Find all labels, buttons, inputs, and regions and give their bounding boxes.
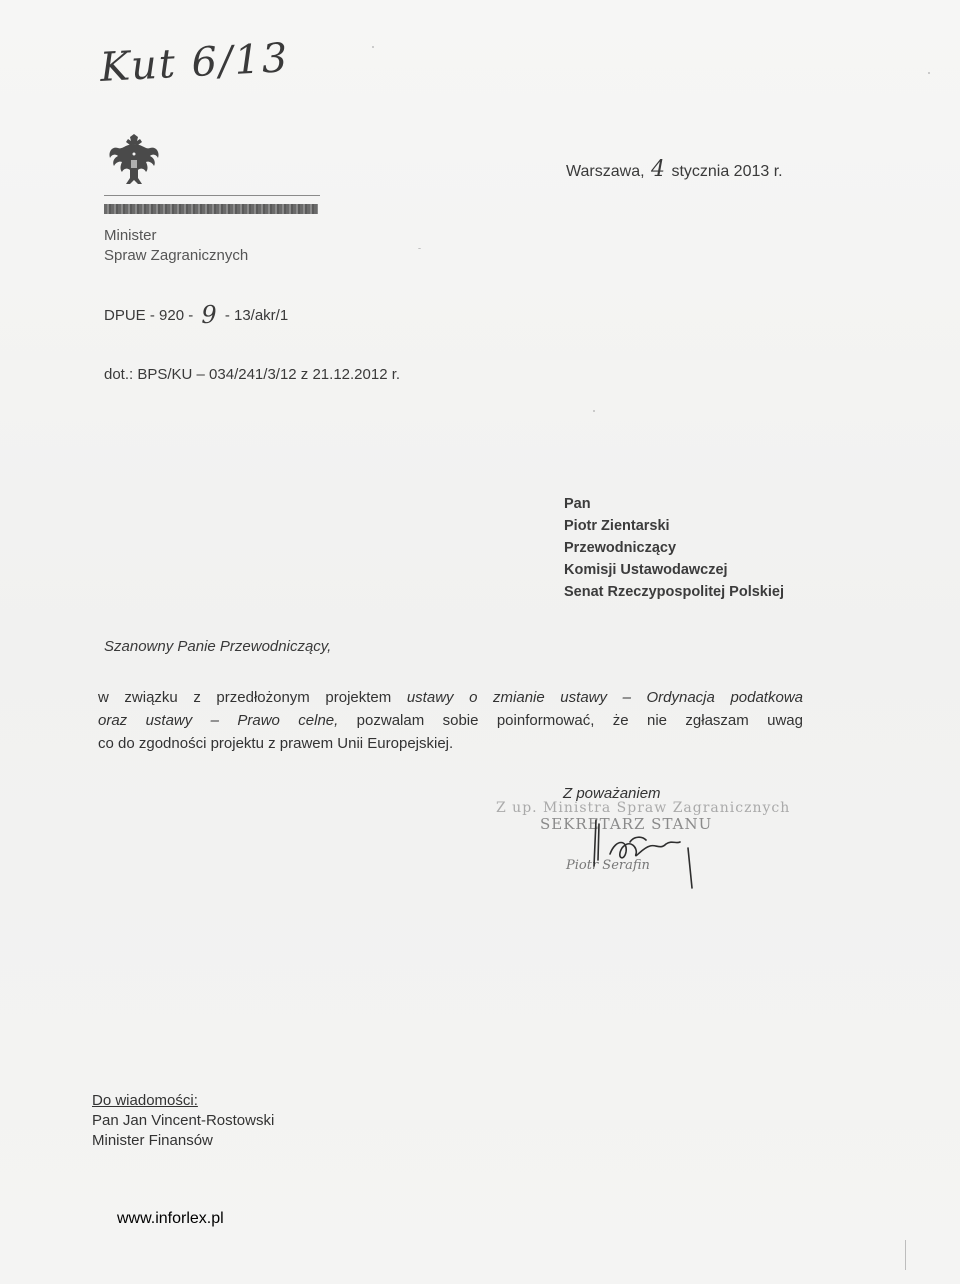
addressee-line4: Komisji Ustawodawczej	[564, 562, 728, 578]
footer-url: www.inforlex.pl	[117, 1210, 224, 1227]
scan-speck	[372, 46, 374, 48]
handwritten-signature	[576, 818, 706, 893]
signature-number-prefix: DPUE - 920 -	[104, 307, 194, 324]
city-date	[566, 157, 783, 182]
cc-line1: Pan Jan Vincent-Rostowski	[92, 1112, 275, 1129]
header-rule	[104, 195, 320, 196]
header-bar	[104, 204, 318, 214]
polish-eagle-icon	[104, 128, 164, 190]
signature-number-suffix: - 13/akr/1	[224, 307, 289, 324]
cc-line2: Minister Finansów	[92, 1132, 213, 1149]
stamp-line1: Z up. Ministra Spraw Zagranicznych	[496, 800, 791, 816]
ministry-title-line2: Spraw Zagranicznych	[104, 247, 249, 264]
ministry-title-line1: Minister	[104, 227, 157, 244]
date-prefix: Warszawa,	[566, 163, 645, 180]
addressee-line5: Senat Rzeczypospolitej Polskiej	[564, 584, 784, 600]
body-line2	[98, 712, 803, 729]
scan-edge-mark	[905, 1240, 906, 1270]
date-suffix: stycznia 2013 r.	[671, 163, 783, 180]
signature-number-handwritten: 9	[201, 301, 217, 329]
body-line2-text: pozwalam sobie poinformować, że nie zgłaszam uwag	[338, 712, 803, 729]
stamp-line2: SEKRETARZ STANU	[540, 815, 713, 833]
body-line1-italic: ustawy o zmianie ustawy – Ordynacja podatkowa	[406, 689, 803, 706]
addressee-line3: Przewodniczący	[564, 540, 677, 556]
handwritten-reference: Kut 6/13	[98, 35, 291, 91]
body-line3: co do zgodności projektu z prawem Unii Europejskiej.	[98, 735, 454, 752]
body-line1-text: w związku z przedłożonym projektem	[98, 689, 407, 706]
body-line1	[98, 689, 803, 706]
document-signature-number	[104, 298, 289, 329]
addressee-line2: Piotr Zientarski	[564, 518, 670, 534]
date-day-handwritten: 4	[650, 157, 665, 182]
body-line2-italic: oraz ustawy – Prawo celne,	[98, 712, 339, 729]
scan-speck	[593, 410, 595, 412]
scan-speck	[418, 248, 421, 249]
salutation: Szanowny Panie Przewodniczący,	[104, 638, 332, 655]
cc-heading: Do wiadomości:	[92, 1092, 198, 1109]
closing: Z poważaniem	[563, 785, 661, 802]
scan-speck	[928, 72, 930, 74]
stamp-name: Piotr Serafin	[566, 858, 650, 873]
reference-line: dot.: BPS/KU – 034/241/3/12 z 21.12.2012 r.	[104, 366, 401, 383]
addressee-line1: Pan	[564, 496, 591, 512]
